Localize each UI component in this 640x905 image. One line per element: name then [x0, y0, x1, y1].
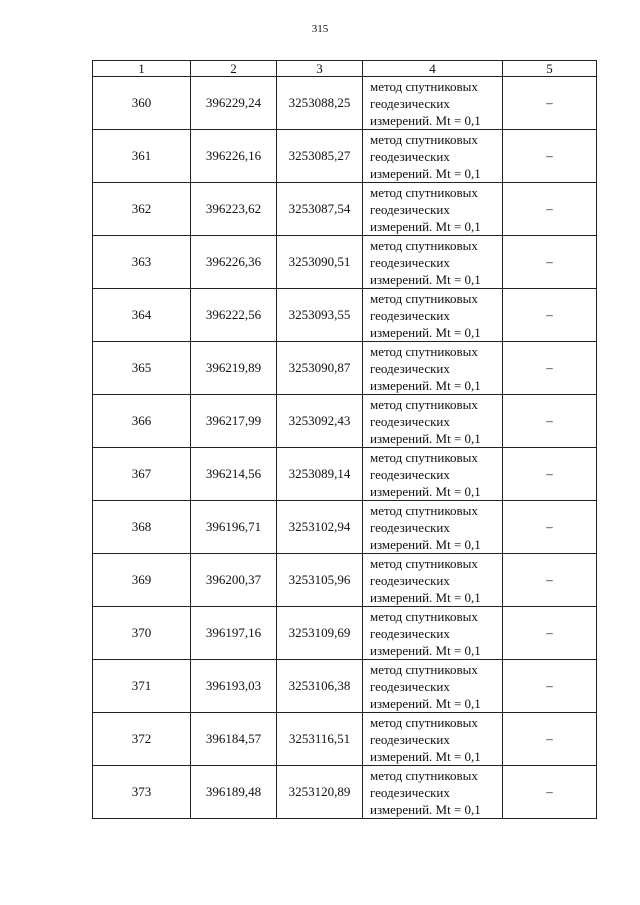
- x-coordinate-cell: 396226,16: [191, 130, 277, 183]
- x-coordinate-cell: 396197,16: [191, 607, 277, 660]
- point-number-cell: 361: [93, 130, 191, 183]
- x-coordinate-cell: 396217,99: [191, 395, 277, 448]
- method-line: геодезических: [370, 307, 450, 323]
- y-coordinate-cell: 3253092,43: [277, 395, 363, 448]
- method-line: геодезических: [370, 678, 450, 694]
- note-cell: –: [503, 713, 597, 766]
- method-line: измерений. Mt = 0,1: [370, 271, 481, 287]
- method-cell: [363, 342, 503, 395]
- point-number-cell: 365: [93, 342, 191, 395]
- x-coordinate-cell: 396222,56: [191, 289, 277, 342]
- method-line: метод спутниковых: [370, 78, 478, 94]
- point-number-cell: 368: [93, 501, 191, 554]
- x-coordinate-cell: 396184,57: [191, 713, 277, 766]
- table-row: [93, 660, 597, 713]
- y-coordinate-cell: 3253085,27: [277, 130, 363, 183]
- method-line: метод спутниковых: [370, 343, 478, 359]
- note-cell: –: [503, 342, 597, 395]
- note-cell: –: [503, 554, 597, 607]
- y-coordinate-cell: 3253090,51: [277, 236, 363, 289]
- y-coordinate-cell: 3253093,55: [277, 289, 363, 342]
- column-header-1: 1: [93, 61, 191, 77]
- point-number-cell: 371: [93, 660, 191, 713]
- table-row: [93, 342, 597, 395]
- method-line: геодезических: [370, 201, 450, 217]
- method-cell: [363, 395, 503, 448]
- x-coordinate-cell: 396200,37: [191, 554, 277, 607]
- point-number-cell: 362: [93, 183, 191, 236]
- method-line: измерений. Mt = 0,1: [370, 112, 481, 128]
- method-line: метод спутниковых: [370, 449, 478, 465]
- method-line: измерений. Mt = 0,1: [370, 324, 481, 340]
- method-line: метод спутниковых: [370, 555, 478, 571]
- point-number-cell: 372: [93, 713, 191, 766]
- x-coordinate-cell: 396196,71: [191, 501, 277, 554]
- note-cell: –: [503, 660, 597, 713]
- table-body: [93, 77, 597, 819]
- coordinates-table: [92, 60, 597, 819]
- method-line: измерений. Mt = 0,1: [370, 536, 481, 552]
- note-cell: –: [503, 395, 597, 448]
- method-line: геодезических: [370, 625, 450, 641]
- note-cell: –: [503, 766, 597, 819]
- y-coordinate-cell: 3253102,94: [277, 501, 363, 554]
- column-header-3: 3: [277, 61, 363, 77]
- method-line: метод спутниковых: [370, 608, 478, 624]
- table-row: [93, 607, 597, 660]
- x-coordinate-cell: 396214,56: [191, 448, 277, 501]
- table-row: [93, 130, 597, 183]
- table-row: [93, 448, 597, 501]
- point-number-cell: 366: [93, 395, 191, 448]
- method-cell: [363, 660, 503, 713]
- table-row: [93, 183, 597, 236]
- column-header-2: 2: [191, 61, 277, 77]
- method-line: метод спутниковых: [370, 767, 478, 783]
- note-cell: –: [503, 77, 597, 130]
- method-line: метод спутниковых: [370, 396, 478, 412]
- method-cell: [363, 448, 503, 501]
- method-line: метод спутниковых: [370, 237, 478, 253]
- method-line: геодезических: [370, 466, 450, 482]
- x-coordinate-cell: 396189,48: [191, 766, 277, 819]
- method-line: измерений. Mt = 0,1: [370, 695, 481, 711]
- method-line: геодезических: [370, 731, 450, 747]
- column-header-5: 5: [503, 61, 597, 77]
- method-cell: [363, 130, 503, 183]
- column-header-4: 4: [363, 61, 503, 77]
- y-coordinate-cell: 3253105,96: [277, 554, 363, 607]
- method-line: измерений. Mt = 0,1: [370, 377, 481, 393]
- table-row: [93, 501, 597, 554]
- x-coordinate-cell: 396229,24: [191, 77, 277, 130]
- method-line: геодезических: [370, 519, 450, 535]
- method-cell: [363, 501, 503, 554]
- point-number-cell: 373: [93, 766, 191, 819]
- y-coordinate-cell: 3253120,89: [277, 766, 363, 819]
- method-line: метод спутниковых: [370, 661, 478, 677]
- point-number-cell: 369: [93, 554, 191, 607]
- method-line: геодезических: [370, 148, 450, 164]
- method-line: метод спутниковых: [370, 131, 478, 147]
- note-cell: –: [503, 448, 597, 501]
- y-coordinate-cell: 3253087,54: [277, 183, 363, 236]
- method-line: геодезических: [370, 360, 450, 376]
- x-coordinate-cell: 396223,62: [191, 183, 277, 236]
- x-coordinate-cell: 396219,89: [191, 342, 277, 395]
- method-cell: [363, 236, 503, 289]
- method-line: геодезических: [370, 784, 450, 800]
- method-line: измерений. Mt = 0,1: [370, 589, 481, 605]
- note-cell: –: [503, 183, 597, 236]
- table-row: [93, 289, 597, 342]
- page-number: 315: [311, 23, 329, 35]
- method-line: измерений. Mt = 0,1: [370, 748, 481, 764]
- point-number-cell: 363: [93, 236, 191, 289]
- method-line: метод спутниковых: [370, 714, 478, 730]
- method-line: измерений. Mt = 0,1: [370, 165, 481, 181]
- table-header-row: [93, 61, 597, 77]
- y-coordinate-cell: 3253090,87: [277, 342, 363, 395]
- table-row: [93, 766, 597, 819]
- point-number-cell: 367: [93, 448, 191, 501]
- method-cell: [363, 289, 503, 342]
- note-cell: –: [503, 236, 597, 289]
- method-line: измерений. Mt = 0,1: [370, 218, 481, 234]
- note-cell: –: [503, 501, 597, 554]
- point-number-cell: 364: [93, 289, 191, 342]
- table-row: [93, 236, 597, 289]
- y-coordinate-cell: 3253116,51: [277, 713, 363, 766]
- method-line: геодезических: [370, 95, 450, 111]
- method-line: метод спутниковых: [370, 184, 478, 200]
- method-line: геодезических: [370, 572, 450, 588]
- y-coordinate-cell: 3253088,25: [277, 77, 363, 130]
- method-line: метод спутниковых: [370, 502, 478, 518]
- x-coordinate-cell: 396226,36: [191, 236, 277, 289]
- note-cell: –: [503, 607, 597, 660]
- point-number-cell: 370: [93, 607, 191, 660]
- method-line: измерений. Mt = 0,1: [370, 642, 481, 658]
- note-cell: –: [503, 289, 597, 342]
- note-cell: –: [503, 130, 597, 183]
- method-cell: [363, 554, 503, 607]
- method-cell: [363, 183, 503, 236]
- point-number-cell: 360: [93, 77, 191, 130]
- method-line: измерений. Mt = 0,1: [370, 801, 481, 817]
- method-cell: [363, 77, 503, 130]
- table-row: [93, 554, 597, 607]
- y-coordinate-cell: 3253106,38: [277, 660, 363, 713]
- method-line: измерений. Mt = 0,1: [370, 483, 481, 499]
- x-coordinate-cell: 396193,03: [191, 660, 277, 713]
- method-line: метод спутниковых: [370, 290, 478, 306]
- y-coordinate-cell: 3253089,14: [277, 448, 363, 501]
- method-cell: [363, 607, 503, 660]
- method-line: геодезических: [370, 413, 450, 429]
- table-row: [93, 713, 597, 766]
- table-row: [93, 395, 597, 448]
- table-row: [93, 77, 597, 130]
- method-cell: [363, 713, 503, 766]
- y-coordinate-cell: 3253109,69: [277, 607, 363, 660]
- method-line: геодезических: [370, 254, 450, 270]
- method-line: измерений. Mt = 0,1: [370, 430, 481, 446]
- method-cell: [363, 766, 503, 819]
